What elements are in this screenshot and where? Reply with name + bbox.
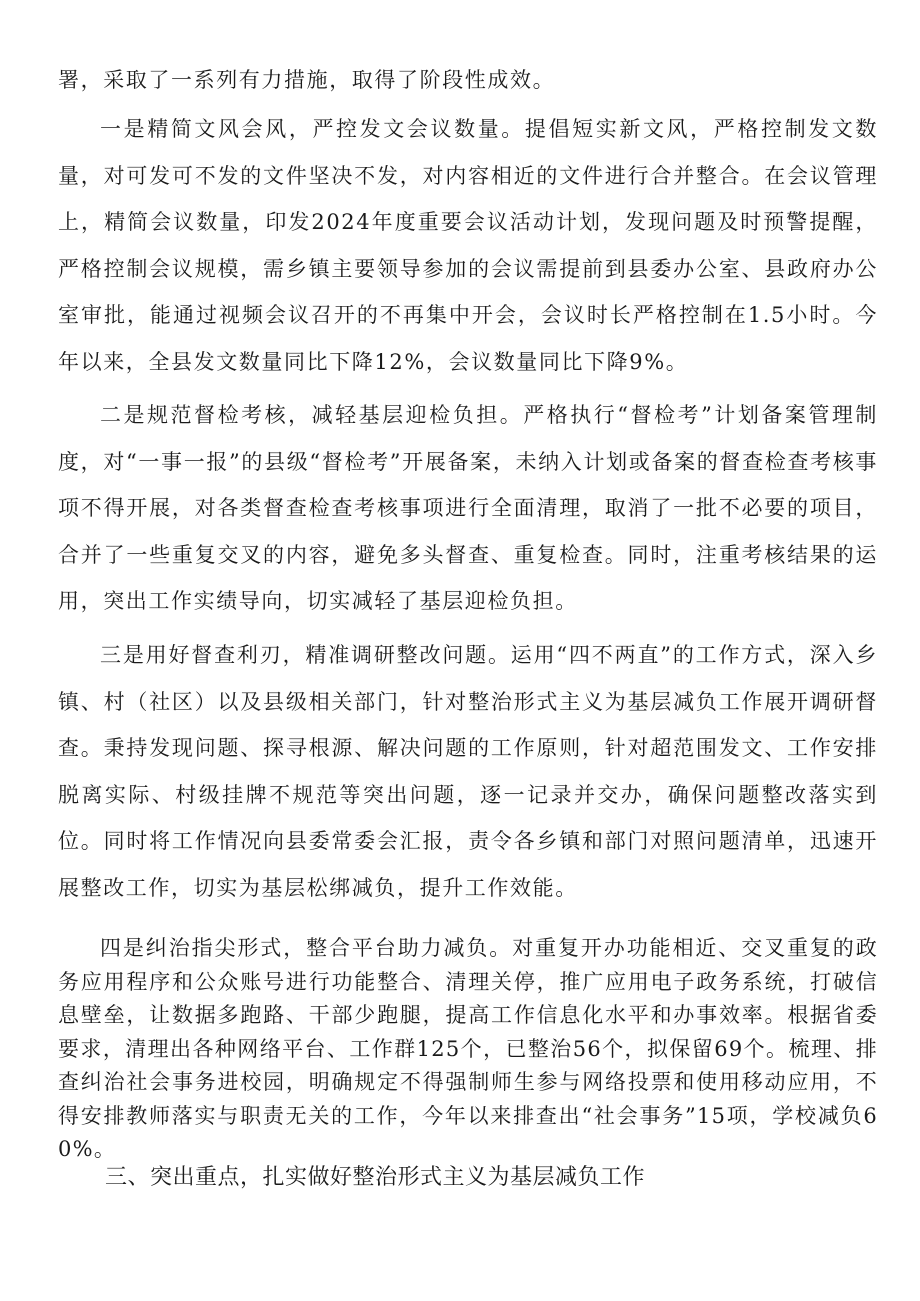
paragraph-digital-formalism: 四是纠治指尖形式，整合平台助力减负。对重复开办功能相近、交叉重复的政务应用程序和公众账号进行功能整合、清理关停，推广应用电子政务系统，打破信息壁垒，让数据多跑路、干部少跑腿，提高工作信息化水平和办事效率。根据省委要求，清理出各种网络平台、工作群125个，已整治56个，拟保留69个。梳理、排查纠治社会事务进校园，明确规定不得强制师生参与网络投票和使用移动应用，不得安排教师落实与职责无关的工作，今年以来排查出“社会事务”15项，学校减负60%。 [58, 936, 878, 1161]
paragraph-inspection-reform: 二是规范督检考核，减轻基层迎检负担。严格执行“督检考”计划备案管理制度，对“一事一报”的县级“督检考”开展备案，未纳入计划或备案的督查检查考核事项不得开展，对各类督查检查考核事项进行全面清理，取消了一批不必要的项目，合并了一些重复交叉的内容，避免多头督查、重复检查。同时，注重考核结果的运用，突出工作实绩导向，切实减轻了基层迎检负担。 [58, 403, 878, 613]
paragraph-supervision-rectification: 三是用好督查利刃，精准调研整改问题。运用“四不两直”的工作方式，深入乡镇、村（社区）以及县级相关部门，针对整治形式主义为基层减负工作展开调研督查。秉持发现问题、探寻根源、解决问题的工作原则，针对超范围发文、工作安排脱离实际、村级挂牌不规范等突出问题，逐一记录并交办，确保问题整改落实到位。同时将工作情况向县委常委会汇报，责令各乡镇和部门对照问题清单，迅速开展整改工作，切实为基层松绑减负，提升工作效能。 [58, 643, 878, 900]
paragraph-streamline-meetings: 一是精简文风会风，严控发文会议数量。提倡短实新文风，严格控制发文数量，对可发可不发的文件坚决不发，对内容相近的文件进行合并整合。在会议管理上，精简会议数量，印发2024年度重要会议活动计划，发现问题及时预警提醒，严格控制会议规模，需乡镇主要领导参加的会议需提前到县委办公室、县政府办公室审批，能通过视频会议召开的不再集中开会，会议时长严格控制在1.5小时。今年以来，全县发文数量同比下降12%，会议数量同比下降9%。 [58, 117, 878, 374]
section-heading: 三、突出重点，扎实做好整治形式主义为基层减负工作 [105, 1165, 646, 1190]
paragraph-continuation: 署，采取了一系列有力措施，取得了阶段性成效。 [58, 68, 556, 92]
